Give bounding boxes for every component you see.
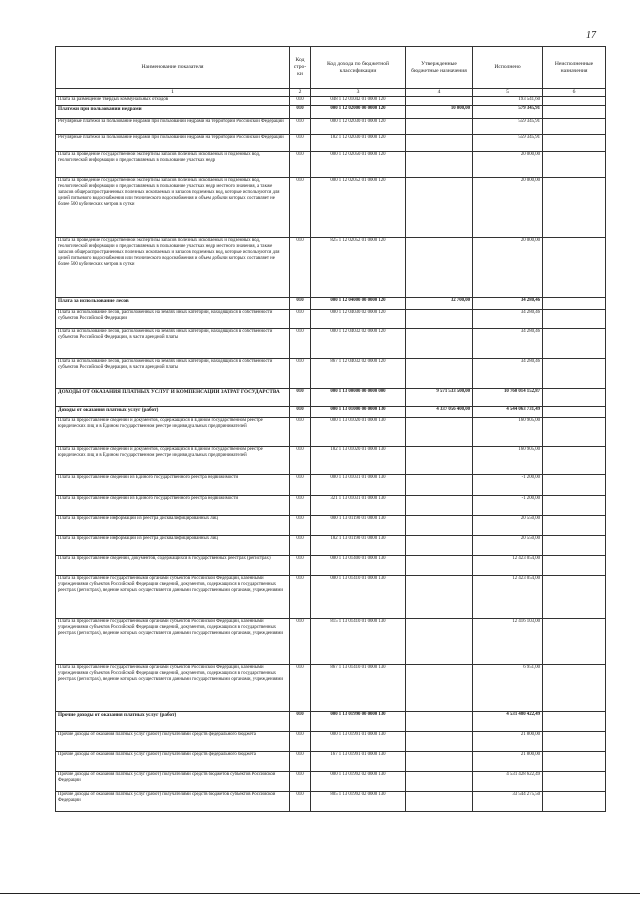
cell-unexecuted	[543, 106, 606, 119]
cell-executed: 12 416 103,00	[473, 619, 543, 665]
cell-executed: 34 280,46	[473, 298, 543, 310]
column-number-row	[56, 89, 606, 97]
cell-unexecuted	[543, 418, 606, 447]
cell-approved	[406, 178, 473, 238]
cell-code: 010	[290, 556, 311, 576]
cell-kbk: 805 1 13 01992 02 0000 130	[311, 792, 406, 812]
cell-kbk: 182 1 13 01190 01 0000 130	[311, 536, 406, 556]
cell-executed: 20 000,00	[473, 238, 543, 298]
cell-code: 010	[290, 119, 311, 135]
cell-name: Прочие доходы от оказания платных услуг (работ) получателями средств бюджетов субъектов Российской Федерации	[56, 792, 290, 812]
cell-executed: 10 760 014 152,87	[473, 389, 543, 407]
cell-approved	[406, 238, 473, 298]
table-row	[56, 238, 606, 298]
cell-code: 010	[290, 418, 311, 447]
table-row	[56, 418, 606, 447]
cell-kbk: 000 1 13 01410 01 0000 130	[311, 576, 406, 619]
cell-executed: 21 800,00	[473, 732, 543, 752]
cell-name: Плата за предоставление сведений и документов, содержащихся в Едином государственном реестре юридических лиц и в Едином государственном реестре индивидуальных предпринимателей	[56, 418, 290, 447]
cell-code: 010	[290, 772, 311, 792]
cell-executed: 559 345,91	[473, 135, 543, 152]
cell-approved	[406, 792, 473, 812]
cell-kbk: 048 1 12 01042 01 0000 120	[311, 97, 406, 106]
cell-kbk: 000 1 12 02030 01 0000 120	[311, 119, 406, 135]
table-row	[56, 576, 606, 619]
page-bottom-rule	[0, 893, 640, 894]
cell-code: 010	[290, 238, 311, 298]
cell-unexecuted	[543, 536, 606, 556]
cell-kbk: 182 1 12 02030 01 0000 120	[311, 135, 406, 152]
cell-name: Доходы от оказания платных услуг (работ)	[56, 407, 290, 418]
cell-kbk: 000 1 13 01190 01 0000 130	[311, 516, 406, 536]
header-name: Наименование показателя	[56, 47, 290, 89]
cell-name: Плата за размещение твердых коммунальных отходов	[56, 97, 290, 106]
cell-code: 010	[290, 576, 311, 619]
cell-executed: 34 280,46	[473, 359, 543, 389]
cell-name: Плата за предоставление государственными органами субъектов Российской Федерации, казенными учреждениями субъектов Российской Федерации сведений, документов, содержащихся в государственных реестрах (регистрах), ведение которых осуществляется данными государственными органами, учреждениями	[56, 576, 290, 619]
cell-executed: 4 531 480 422,49	[473, 712, 543, 732]
cell-approved: 9 571 533 500,00	[406, 389, 473, 407]
cell-code: 010	[290, 97, 311, 106]
cell-approved: 32 700,00	[406, 298, 473, 310]
cell-executed: 193 541,60	[473, 97, 543, 106]
cell-unexecuted	[543, 475, 606, 496]
cell-unexecuted	[543, 389, 606, 407]
cell-name: Плата за использование лесов, расположенных на землях иных категорий, находящихся в собственности субъектов Российской Федерации	[56, 310, 290, 329]
cell-kbk: 000 1 13 01020 01 0000 130	[311, 418, 406, 447]
cell-approved	[406, 447, 473, 475]
cell-kbk: 867 1 13 01410 01 0000 130	[311, 665, 406, 712]
revenue-table	[55, 46, 606, 812]
cell-kbk: 000 1 12 04032 02 0000 120	[311, 329, 406, 359]
cell-kbk: 182 1 13 01020 01 0000 130	[311, 447, 406, 475]
cell-unexecuted	[543, 732, 606, 752]
cell-code: 010	[290, 496, 311, 516]
cell-name: Плата за предоставление информации из реестра дисквалифицированных лиц	[56, 516, 290, 536]
cell-unexecuted	[543, 712, 606, 732]
cell-name: Прочие доходы от оказания платных услуг (работ)	[56, 712, 290, 732]
cell-unexecuted	[543, 665, 606, 712]
cell-approved	[406, 536, 473, 556]
cell-unexecuted	[543, 619, 606, 665]
cell-approved	[406, 119, 473, 135]
header-unexecuted: Неисполненные назначения	[543, 47, 606, 89]
table-header-row	[56, 47, 606, 89]
column-number: 3	[311, 89, 406, 97]
cell-unexecuted	[543, 135, 606, 152]
cell-name: Регулярные платежи за пользование недрами при пользовании недрами на территории Российской Федерации	[56, 119, 290, 135]
table-row	[56, 619, 606, 665]
cell-name: Регулярные платежи за пользование недрами при пользовании недрами на территории Российской Федерации	[56, 135, 290, 152]
cell-executed: 4 531 428 622,49	[473, 772, 543, 792]
cell-kbk: 815 1 13 01410 01 0000 130	[311, 619, 406, 665]
cell-approved	[406, 665, 473, 712]
cell-executed: 34 280,46	[473, 329, 543, 359]
cell-kbk: 000 1 13 01990 00 0000 130	[311, 712, 406, 732]
cell-code: 010	[290, 792, 311, 812]
cell-unexecuted	[543, 407, 606, 418]
cell-unexecuted	[543, 329, 606, 359]
cell-kbk: 000 1 13 01000 00 0000 130	[311, 407, 406, 418]
table-body	[56, 97, 606, 812]
cell-approved	[406, 496, 473, 516]
cell-code: 010	[290, 665, 311, 712]
cell-code: 010	[290, 752, 311, 772]
table-row	[56, 732, 606, 752]
column-number: 5	[473, 89, 543, 97]
cell-executed: 579 345,91	[473, 106, 543, 119]
cell-name: Плата за предоставление информации из реестра дисквалифицированных лиц	[56, 536, 290, 556]
cell-executed: 20 550,00	[473, 516, 543, 536]
cell-executed: 12 423 054,00	[473, 576, 543, 619]
cell-name: Плата за использование лесов, расположенных на землях иных категорий, находящихся в собственности субъектов Российской Федерации, в части арендной платы	[56, 329, 290, 359]
cell-code: 010	[290, 516, 311, 536]
cell-executed: -1 200,00	[473, 475, 543, 496]
cell-approved	[406, 475, 473, 496]
table-row	[56, 329, 606, 359]
cell-kbk: 000 1 12 04000 00 0000 120	[311, 298, 406, 310]
cell-code: 010	[290, 310, 311, 329]
header-code: Код стро-ки	[290, 47, 311, 89]
table-row	[56, 359, 606, 389]
cell-name: Плата за проведение государственной экспертизы запасов полезных ископаемых и подземных вод, геологической информации о предоставляемых в пользование участках недр	[56, 152, 290, 178]
cell-code: 010	[290, 619, 311, 665]
cell-unexecuted	[543, 752, 606, 772]
cell-code: 010	[290, 298, 311, 310]
cell-kbk: 000 1 13 00000 00 0000 000	[311, 389, 406, 407]
cell-code: 010	[290, 407, 311, 418]
cell-kbk: 000 1 12 02052 01 0000 120	[311, 178, 406, 238]
table-row	[56, 119, 606, 135]
cell-executed: -1 200,00	[473, 496, 543, 516]
cell-name: Прочие доходы от оказания платных услуг (работ) получателями средств федерального бюджета	[56, 752, 290, 772]
cell-code: 010	[290, 536, 311, 556]
cell-unexecuted	[543, 576, 606, 619]
cell-name: ДОХОДЫ ОТ ОКАЗАНИЯ ПЛАТНЫХ УСЛУГ И КОМПЕНСАЦИИ ЗАТРАТ ГОСУДАРСТВА	[56, 389, 290, 407]
cell-unexecuted	[543, 556, 606, 576]
cell-approved	[406, 556, 473, 576]
cell-code: 010	[290, 389, 311, 407]
cell-approved	[406, 418, 473, 447]
cell-code: 010	[290, 106, 311, 119]
column-number: 6	[543, 89, 606, 97]
table-row	[56, 556, 606, 576]
cell-name: Плата за использование лесов	[56, 298, 290, 310]
table-row	[56, 97, 606, 106]
table-row	[56, 752, 606, 772]
cell-kbk: 000 1 12 02050 01 0000 120	[311, 152, 406, 178]
cell-kbk: 825 1 12 02052 01 0000 120	[311, 238, 406, 298]
cell-approved	[406, 752, 473, 772]
table-row	[56, 772, 606, 792]
cell-unexecuted	[543, 496, 606, 516]
cell-code: 010	[290, 359, 311, 389]
table-row	[56, 135, 606, 152]
table-row	[56, 475, 606, 496]
cell-approved	[406, 772, 473, 792]
header-approved: Утвержденные бюджетные назначения	[406, 47, 473, 89]
cell-approved	[406, 516, 473, 536]
cell-unexecuted	[543, 772, 606, 792]
table-row	[56, 178, 606, 238]
cell-name: Плата за предоставление сведений, документов, содержащихся в государственных реестрах (регистрах)	[56, 556, 290, 576]
cell-executed: 20 000,00	[473, 152, 543, 178]
cell-approved	[406, 135, 473, 152]
column-number: 4	[406, 89, 473, 97]
cell-code: 010	[290, 447, 311, 475]
cell-kbk: 321 1 13 01031 01 0000 130	[311, 496, 406, 516]
page-number: 17	[586, 30, 596, 41]
table-row	[56, 516, 606, 536]
cell-code: 010	[290, 178, 311, 238]
cell-executed: 20 550,00	[473, 536, 543, 556]
cell-kbk: 867 1 12 04032 02 0000 120	[311, 359, 406, 389]
cell-approved	[406, 619, 473, 665]
cell-approved	[406, 576, 473, 619]
cell-approved	[406, 329, 473, 359]
cell-kbk: 000 1 13 01400 01 0000 130	[311, 556, 406, 576]
column-number: 2	[290, 89, 311, 97]
header-kbk: Код дохода по бюджетной классификации	[311, 47, 406, 89]
table-row	[56, 389, 606, 407]
cell-approved	[406, 310, 473, 329]
cell-executed: 34 280,46	[473, 310, 543, 329]
cell-kbk: 000 1 13 01991 01 0000 130	[311, 732, 406, 752]
cell-approved: 10 000,00	[406, 106, 473, 119]
cell-kbk: 167 1 13 01991 01 0000 130	[311, 752, 406, 772]
cell-code: 010	[290, 475, 311, 496]
cell-executed: 6 951,00	[473, 665, 543, 712]
cell-approved	[406, 97, 473, 106]
cell-executed: 4 544 063 731,49	[473, 407, 543, 418]
cell-code: 010	[290, 152, 311, 178]
cell-unexecuted	[543, 516, 606, 536]
table-row	[56, 310, 606, 329]
cell-name: Плата за предоставление сведений и документов, содержащихся в Едином государственном реестре юридических лиц и в Едином государственном реестре индивидуальных предпринимателей	[56, 447, 290, 475]
column-number: 1	[56, 89, 290, 97]
cell-kbk: 000 1 13 01031 01 0000 130	[311, 475, 406, 496]
cell-name: Плата за предоставление государственными органами субъектов Российской Федерации, казенными учреждениями субъектов Российской Федерации сведений, документов, содержащихся в государственных реестрах (регистрах), ведение которых осуществляется данными государственными органами, учреждениями	[56, 619, 290, 665]
cell-executed: 33 544 275,50	[473, 792, 543, 812]
cell-executed: 160 905,00	[473, 447, 543, 475]
header-executed: Исполнено	[473, 47, 543, 89]
cell-code: 010	[290, 329, 311, 359]
cell-unexecuted	[543, 178, 606, 238]
cell-approved	[406, 152, 473, 178]
cell-name: Плата за предоставление сведений из Единого государственного реестра недвижимости	[56, 496, 290, 516]
cell-name: Плата за проведение государственной экспертизы запасов полезных ископаемых и подземных вод, геологической информации о предоставляемых в пользование участках недр местного значения, а также запасов общераспространенных полезных ископаемых и запасов подземных вод, которые используются для целей питьевого водоснабжения или технического водоснабжения и объем добычи которых составляет не более 500 кубических метров в сутки	[56, 178, 290, 238]
cell-executed: 20 000,00	[473, 178, 543, 238]
cell-approved	[406, 712, 473, 732]
cell-unexecuted	[543, 310, 606, 329]
cell-code: 010	[290, 135, 311, 152]
cell-code: 010	[290, 732, 311, 752]
cell-name: Прочие доходы от оказания платных услуг (работ) получателями средств бюджетов субъектов Российской Федерации	[56, 772, 290, 792]
table-row	[56, 298, 606, 310]
cell-name: Платежи при пользовании недрами	[56, 106, 290, 119]
cell-executed: 160 905,00	[473, 418, 543, 447]
cell-name: Плата за предоставление государственными органами субъектов Российской Федерации, казенными учреждениями субъектов Российской Федерации сведений, документов, содержащихся в государственных реестрах (регистрах), ведение которых осуществляется данными государственными органами, учреждениями	[56, 665, 290, 712]
cell-code: 010	[290, 712, 311, 732]
cell-name: Прочие доходы от оказания платных услуг (работ) получателями средств федерального бюджета	[56, 732, 290, 752]
cell-name: Плата за проведение государственной экспертизы запасов полезных ископаемых и подземных вод, геологической информации о предоставляемых в пользование участках недр местного значения, а также запасов общераспространенных полезных ископаемых и запасов подземных вод, которые используются для целей питьевого водоснабжения или технического водоснабжения и объем добычи которых составляет не более 500 кубических метров в сутки	[56, 238, 290, 298]
table-row	[56, 665, 606, 712]
cell-kbk: 000 1 12 04030 02 0000 120	[311, 310, 406, 329]
cell-executed: 559 345,91	[473, 119, 543, 135]
cell-unexecuted	[543, 298, 606, 310]
table-row	[56, 496, 606, 516]
cell-unexecuted	[543, 119, 606, 135]
cell-kbk: 000 1 12 02000 00 0000 120	[311, 106, 406, 119]
cell-name: Плата за использование лесов, расположенных на землях иных категорий, находящихся в собственности субъектов Российской Федерации, в части арендной платы	[56, 359, 290, 389]
cell-unexecuted	[543, 152, 606, 178]
table-row	[56, 712, 606, 732]
table-row	[56, 152, 606, 178]
cell-unexecuted	[543, 447, 606, 475]
table-row	[56, 792, 606, 812]
table-row	[56, 447, 606, 475]
cell-name: Плата за предоставление сведений из Единого государственного реестра недвижимости	[56, 475, 290, 496]
table-row	[56, 407, 606, 418]
cell-unexecuted	[543, 97, 606, 106]
cell-approved: 4 337 056 400,00	[406, 407, 473, 418]
table-row	[56, 536, 606, 556]
cell-executed: 12 423 054,00	[473, 556, 543, 576]
cell-approved	[406, 732, 473, 752]
cell-approved	[406, 359, 473, 389]
cell-unexecuted	[543, 792, 606, 812]
cell-unexecuted	[543, 359, 606, 389]
cell-kbk: 000 1 13 01992 02 0000 130	[311, 772, 406, 792]
cell-executed: 21 800,00	[473, 752, 543, 772]
table-row	[56, 106, 606, 119]
cell-unexecuted	[543, 238, 606, 298]
